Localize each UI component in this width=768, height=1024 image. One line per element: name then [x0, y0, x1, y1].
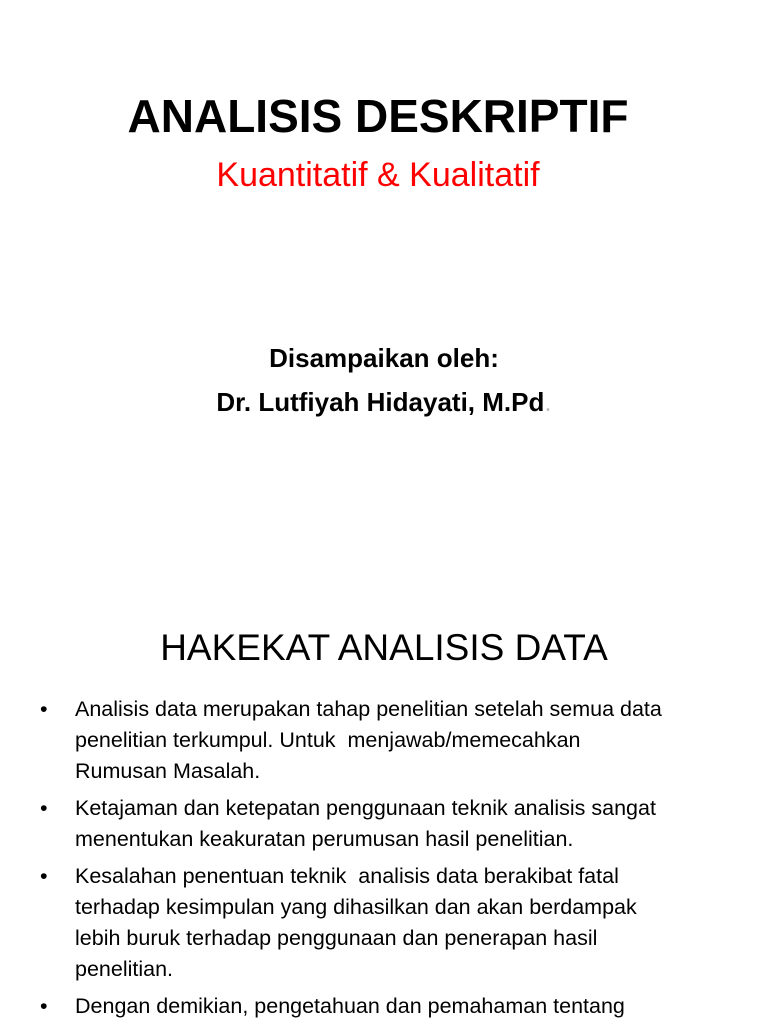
presenter-trailing-dot: .	[544, 387, 552, 417]
bullet-dot-icon: •	[40, 864, 48, 888]
bullet-line: Kesalahan penentuan teknik analisis data berakibat fatal	[75, 864, 619, 888]
presented-by-label: Disampaikan oleh:	[269, 343, 499, 373]
bullet-line: Ketajaman dan ketepatan penggunaan teknik analisis sangat	[75, 796, 656, 820]
bullet-line: Rumusan Masalah.	[75, 759, 261, 783]
bullet-line: penelitian.	[75, 957, 174, 981]
content-slide	[0, 576, 768, 1024]
bullet-list	[38, 694, 738, 1024]
bullet-line: penelitian terkumpul. Untuk menjawab/memecahkan	[75, 728, 581, 752]
slide-subtitle: Kuantitatif & Kualitatif	[216, 156, 540, 194]
bullet-line: Analisis data merupakan tahap penelitian setelah semua data	[75, 697, 662, 721]
bullet-item	[38, 991, 738, 1022]
bullet-dot-icon: •	[40, 796, 48, 820]
bullet-dot-icon: •	[40, 697, 48, 721]
slide-title: ANALISIS DESKRIPTIF	[127, 90, 629, 142]
presenter-block	[0, 336, 768, 424]
bullet-line: menentukan keakuratan perumusan hasil penelitian.	[75, 827, 574, 851]
bullet-item	[38, 694, 738, 787]
bullet-item	[38, 861, 738, 985]
section-heading: HAKEKAT ANALISIS DATA	[160, 627, 608, 668]
bullet-line: terhadap kesimpulan yang dihasilkan dan akan berdampak	[75, 895, 637, 919]
bullet-item	[38, 793, 738, 855]
presenter-name: Dr. Lutfiyah Hidayati, M.Pd	[216, 387, 545, 417]
bullet-line: lebih buruk terhadap penggunaan dan penerapan hasil	[75, 926, 598, 950]
bullet-line: Dengan demikian, pengetahuan dan pemahaman tentang	[75, 994, 625, 1018]
bullet-dot-icon: •	[40, 994, 48, 1018]
presenter-name-line	[0, 380, 768, 424]
